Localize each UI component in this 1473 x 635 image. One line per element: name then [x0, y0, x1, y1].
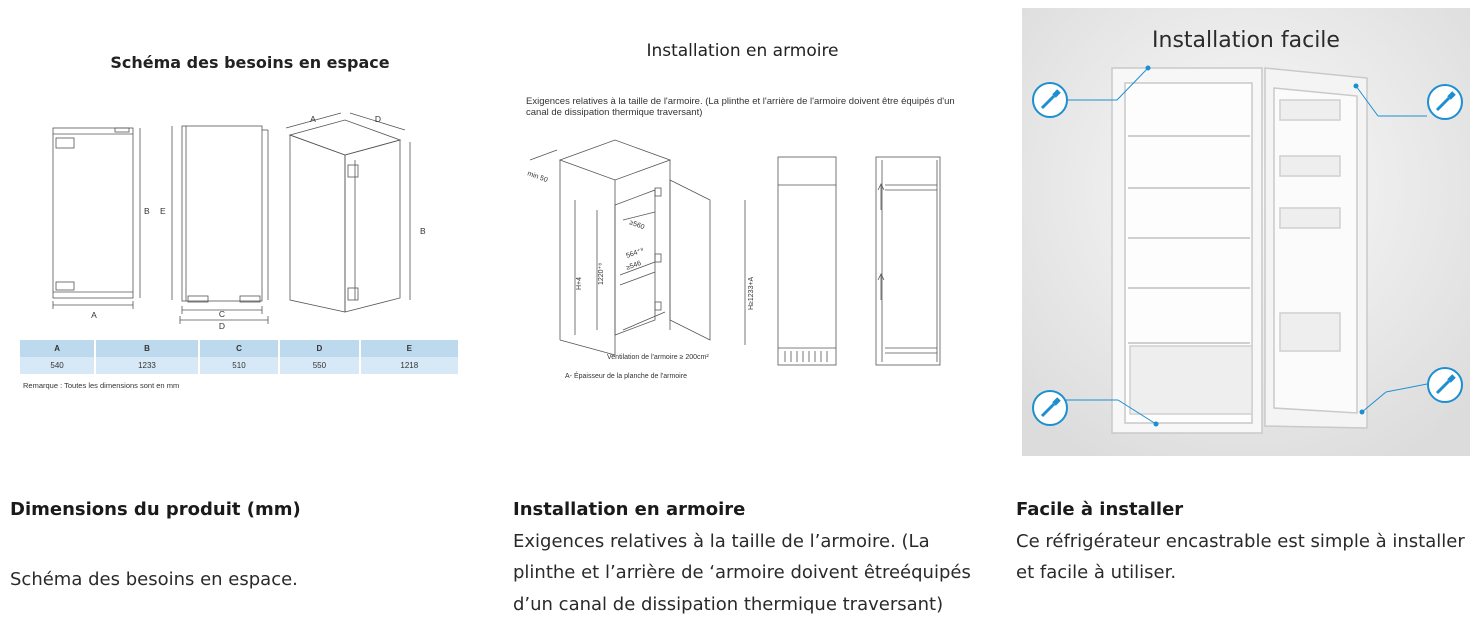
- isometric-fridge: [290, 135, 345, 312]
- cabinet-outline: [560, 140, 670, 180]
- label-d-side: D: [218, 321, 226, 331]
- label-1220: 1220⁺⁸: [598, 262, 605, 285]
- table-value-d: 550: [279, 357, 359, 374]
- label-a-iso: A: [310, 114, 316, 124]
- caption-text: Exigences relatives à la taille de l’armoire. (La plinthe et l’arrière de ‘armoire doivent êtreéquipés d’un canal de dissipation thermique traversant): [513, 530, 971, 615]
- caption-title: Installation en armoire: [513, 499, 746, 520]
- label-b-iso: B: [420, 226, 426, 236]
- table-header-a: A: [20, 340, 95, 357]
- label-min50: min 50: [526, 170, 549, 185]
- table-value-e: 1218: [360, 357, 458, 374]
- cabinet-installation-diagram: [505, 0, 1005, 460]
- side-view-fridge: [182, 126, 262, 301]
- dimensions-table: [20, 340, 458, 374]
- front-view-fridge: [53, 128, 133, 298]
- table-header-b: B: [95, 340, 199, 357]
- table-value-c: 510: [199, 357, 279, 374]
- caption-title: Facile à installer: [1016, 499, 1184, 520]
- cabinet-front-view: [778, 157, 836, 365]
- label-ventilation: Ventilation de l'armoire ≥ 200cm²: [607, 354, 709, 361]
- caption-dimensions: [10, 494, 480, 595]
- table-value-b: 1233: [95, 357, 199, 374]
- diagram-title: Schéma des besoins en espace: [110, 53, 390, 72]
- label-h1233: H≥1233+A: [748, 276, 755, 310]
- label-546: ≥546: [625, 259, 643, 272]
- easy-install-photo: [1022, 8, 1470, 456]
- label-h4: H+4: [576, 276, 583, 290]
- screwdriver-icon: [1033, 83, 1067, 117]
- caption-text: Ce réfrigérateur encastrable est simple à installer et facile à utiliser.: [1016, 530, 1465, 583]
- label-b-front: B: [144, 206, 150, 216]
- label-560: ≥560: [628, 219, 646, 232]
- screwdriver-icon: [1428, 368, 1462, 402]
- screwdriver-icon: [1428, 85, 1462, 119]
- label-564: 564⁺⁸: [625, 247, 645, 260]
- table-header-d: D: [279, 340, 359, 357]
- label-e: E: [160, 206, 166, 216]
- table-value-a: 540: [20, 357, 95, 374]
- diagram-title: Installation en armoire: [646, 41, 839, 61]
- label-thickness: A- Épaisseur de la planche de l'armoire: [565, 373, 687, 380]
- caption-cabinet: [513, 494, 983, 620]
- cabinet-section-view: [876, 157, 940, 365]
- caption-easy-install: [1016, 494, 1466, 589]
- screwdriver-icon: [1033, 391, 1067, 425]
- caption-text: Schéma des besoins en espace.: [10, 568, 298, 590]
- cabinet-requirement-text: Exigences relatives à la taille de l'armoire. (La plinthe et l'arrière de l'armoire doivent être équipés d'un canal de dissipation thermique traversant): [526, 96, 955, 118]
- cabinet-drawings: [505, 0, 1005, 460]
- label-a: A: [91, 310, 97, 320]
- label-c: C: [218, 309, 226, 319]
- fridge-dimension-drawings: [0, 0, 500, 460]
- open-fridge-illustration: [1022, 8, 1470, 456]
- caption-title: Dimensions du produit (mm): [10, 499, 301, 520]
- dimensions-remark: Remarque : Toutes les dimensions sont en mm: [23, 381, 180, 390]
- label-d-iso: D: [374, 114, 382, 124]
- photo-title: Installation facile: [1152, 28, 1340, 53]
- dimensions-diagram: [0, 0, 500, 460]
- table-header-c: C: [199, 340, 279, 357]
- table-header-e: E: [360, 340, 458, 357]
